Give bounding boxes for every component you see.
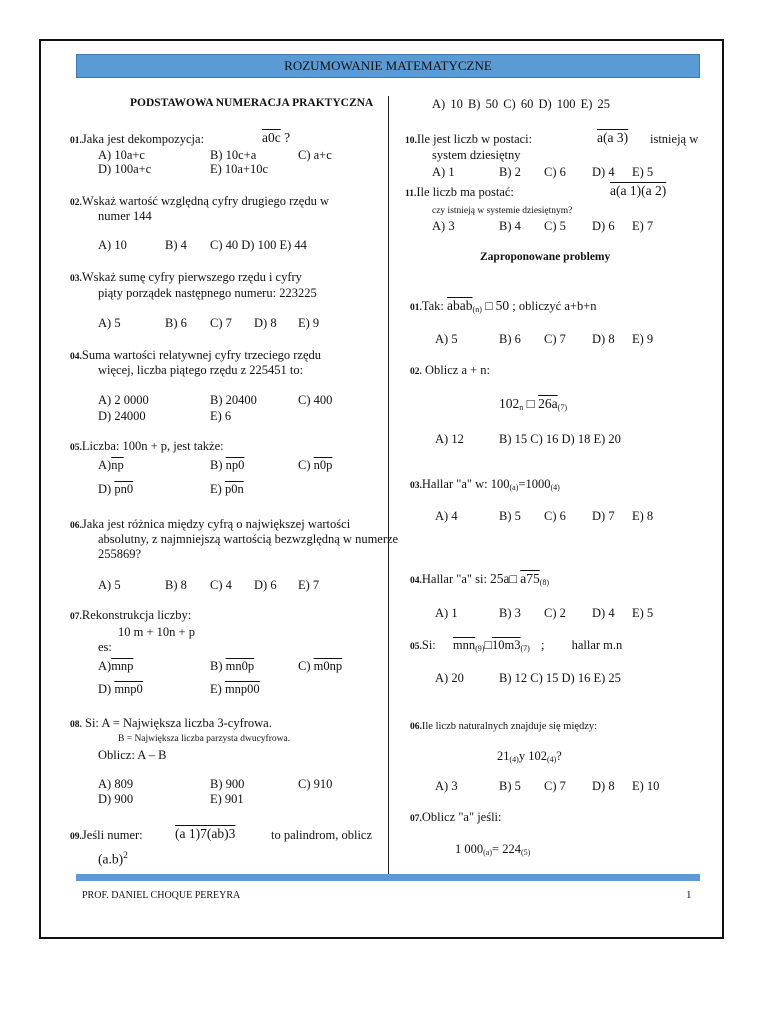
- option: D) 6: [592, 219, 615, 233]
- option: D) 8: [592, 779, 615, 793]
- option: E) 7: [632, 219, 654, 233]
- option: D) 900: [98, 792, 134, 806]
- problem-06: 06.Ile liczb naturalnych znajduje się między:: [410, 721, 598, 732]
- option: C) 6: [544, 509, 566, 523]
- question-03: 03.Wskaż sumę cyfry pierwszego rzędu i cyfry: [70, 270, 302, 284]
- option: E) 8: [632, 509, 654, 523]
- option: B) 6: [165, 316, 187, 330]
- option: B) 5: [499, 509, 521, 523]
- footer-bar: [76, 874, 700, 881]
- question-text-cont: piąty porządek następnego numeru: 223225: [98, 286, 317, 300]
- option: B) np0: [210, 458, 245, 472]
- q10-expression: a(a 3): [597, 130, 629, 145]
- option: C) 400: [298, 393, 333, 407]
- option: A) 5: [98, 316, 121, 330]
- option: B) 8: [165, 578, 187, 592]
- q09-expression: (a 1)7(ab)3: [175, 826, 236, 841]
- problem-02: 02. Oblicz a + n:: [410, 363, 491, 377]
- p02-equation: $102_n$ □ $26a_{(7)}$: [499, 396, 567, 412]
- option: C) 40 D) 100 E) 44: [210, 238, 307, 252]
- option: A) 12: [435, 432, 464, 446]
- option: C) 4: [210, 578, 232, 592]
- option: A) 2 0000: [98, 393, 149, 407]
- question-number: 01.: [70, 136, 82, 146]
- option: D) 4: [592, 606, 615, 620]
- question-11: 11.Ile liczb ma postać:: [405, 185, 514, 199]
- problem-01: 01.Tak: abab$_{(n)}$ □ 50 ; obliczyć a+b+n: [410, 298, 597, 314]
- question-text-cont: Oblicz: A – B: [98, 748, 167, 762]
- option: A) 10: [98, 238, 127, 252]
- q01-expression: a0c ?: [262, 130, 291, 145]
- option: E) p0n: [210, 482, 244, 496]
- question-text-cont: B = Największa liczba parzysta dwucyfrowa.: [118, 734, 291, 744]
- option: D) mnp0: [98, 682, 143, 696]
- question-05: 05.Liczba: 100n + p, jest także:: [70, 439, 224, 453]
- option: B) 3: [499, 606, 521, 620]
- option: E) 5: [632, 165, 654, 179]
- option: C) 910: [298, 777, 333, 791]
- option: A) 5: [98, 578, 121, 592]
- option: A) 5: [435, 332, 458, 346]
- q11-expression: a(a 1)(a 2): [610, 183, 667, 198]
- question-02: 02.Wskaż wartość względną cyfry drugiego rzędu w: [70, 194, 329, 208]
- question-text-cont: to palindrom, oblicz: [271, 828, 373, 842]
- option: C) n0p: [298, 458, 333, 472]
- option: B) 15 C) 16 D) 18 E) 20: [499, 432, 621, 446]
- option: E) 9: [298, 316, 320, 330]
- option: C) 2: [544, 606, 566, 620]
- column-divider: [388, 96, 389, 881]
- section-title-left: PODSTAWOWA NUMERACJA PRAKTYCZNA: [130, 97, 374, 109]
- option: D) 8: [592, 332, 615, 346]
- question-04: 04.Suma wartości relatywnej cyfry trzeciego rzędu: [70, 348, 322, 362]
- option: E) mnp00: [210, 682, 260, 696]
- option: D) 24000: [98, 409, 146, 423]
- option: D) 7: [592, 509, 615, 523]
- option: E) 10: [632, 779, 660, 793]
- section-title-right: Zaproponowane problemy: [480, 251, 611, 263]
- question-text-cont: numer 144: [98, 209, 152, 223]
- problem-05: 05.Si: $\overline{mnn}_{(9)}□10m3_{(7)}$ ; hallar m.n: [410, 638, 623, 653]
- option: B) 5: [499, 779, 521, 793]
- option: C) 7: [210, 316, 232, 330]
- option: B) 20400: [210, 393, 257, 407]
- option: A) 3: [432, 219, 455, 233]
- option: C) 7: [544, 332, 566, 346]
- option: B) 6: [499, 332, 521, 346]
- footer-author: PROF. DANIEL CHOQUE PEREYRA: [82, 890, 241, 901]
- option: $A)\overline{mnp}$: [98, 659, 134, 673]
- option: B) mn0p: [210, 659, 255, 673]
- option: $A)\overline{np}$: [98, 458, 124, 472]
- p07-expression: 1 $000_{(a)}= 224_{(5)}$: [455, 842, 531, 857]
- question-text-cont: więcej, liczba piątego rzędu z 225451 to:: [98, 363, 304, 377]
- question-09: 09.Jeśli numer:: [70, 828, 143, 842]
- option: B) 4: [165, 238, 187, 252]
- option: C) m0np: [298, 659, 343, 673]
- option: E) 10a+10c: [210, 162, 269, 176]
- option: B) 4: [499, 219, 521, 233]
- question-07: 07.Rekonstrukcja liczby:: [70, 608, 192, 622]
- question-10: 10.Ile jest liczb w postaci:: [405, 132, 533, 146]
- option: B) 10c+a: [210, 148, 257, 162]
- option: E) 7: [298, 578, 320, 592]
- option: B) 2: [499, 165, 521, 179]
- option: D) 100a+c: [98, 162, 152, 176]
- question-text: Jaka jest dekompozycja:: [81, 132, 205, 146]
- option: C) 5: [544, 219, 566, 233]
- q09-result: $(a.b)^2$: [98, 851, 128, 867]
- question-06: 06.Jaka jest różnica między cyfrą o największej wartości: [70, 517, 351, 531]
- p06-expression: $21_{(4)}y$ $102_{(4)}$?: [497, 749, 562, 764]
- option: D) 4: [592, 165, 615, 179]
- option: E) 901: [210, 792, 244, 806]
- option: E) 9: [632, 332, 654, 346]
- option: B) 12 C) 15 D) 16 E) 25: [499, 671, 621, 685]
- problem-07: 07.Oblicz "a" jeśli:: [410, 810, 502, 824]
- option: A) 3: [435, 779, 458, 793]
- question-text-cont: absolutny, z najmniejszą wartością bezwzględną w numerze: [98, 532, 399, 546]
- option: A) 20: [435, 671, 464, 685]
- option: D) 6: [254, 578, 277, 592]
- problem-03: 03.Hallar "a" w: $100_{(a)}=1000_{(4)}$: [410, 477, 560, 492]
- option: D) 8: [254, 316, 277, 330]
- option: A) 10a+c: [98, 148, 145, 162]
- option: C) a+c: [298, 148, 332, 162]
- question-08: 08. Si: A = Największa liczba 3-cyfrowa.: [70, 716, 272, 730]
- option: D) pn0: [98, 482, 134, 496]
- page-number: 1: [686, 889, 692, 901]
- question-01: [70, 132, 204, 149]
- option: C) 6: [544, 165, 566, 179]
- option: A) 4: [435, 509, 458, 523]
- option: C) 7: [544, 779, 566, 793]
- question-text-cont: 255869?: [98, 547, 142, 561]
- option: A) 1: [435, 606, 458, 620]
- problem-04: 04.Hallar "a" si: 25a□ $a75_{(8)}$: [410, 571, 550, 587]
- question-text-cont: czy istnieją w systemie dziesiętnym?: [432, 206, 573, 216]
- option: E) 6: [210, 409, 232, 423]
- option: E) 5: [632, 606, 654, 620]
- q07-expression: 10 m + 10n + p: [118, 625, 195, 639]
- option: A) 809: [98, 777, 134, 791]
- question-text-cont: es:: [98, 640, 112, 654]
- question-text-cont: istnieją w: [650, 132, 699, 146]
- question-text-cont: system dziesiętny: [432, 148, 521, 162]
- option: B) 900: [210, 777, 245, 791]
- continued-options: A) 10 B) 50 C) 60 D) 100 E) 25: [432, 97, 611, 111]
- option: A) 1: [432, 165, 455, 179]
- page-title: ROZUMOWANIE MATEMATYCZNE: [76, 54, 700, 78]
